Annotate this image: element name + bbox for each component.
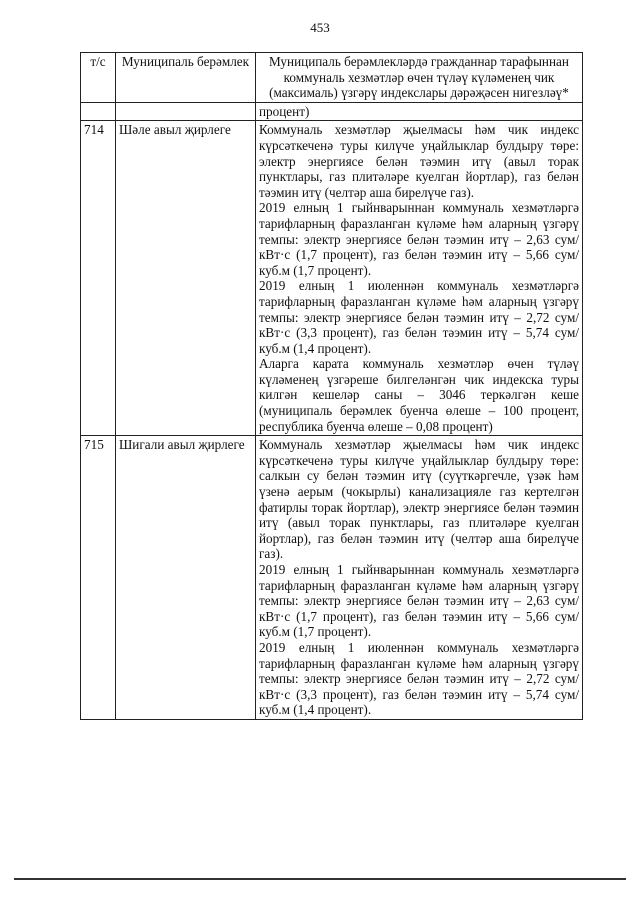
row-paragraph: 2019 елның 1 гыйнварыннан коммуналь хезмәтләргә тарифларның фаразланган күләме һәм аларның үзгәрү темпы: электр энергиясе белән тәэмин итү – 2,63 сум/кВт·с (1,7 процент), газ белән тәэмин итү – 5,66 сум/куб.м (1,7 процент). bbox=[259, 562, 579, 640]
row-paragraph: Коммуналь хезмәтләр җыелмасы һәм чик индекс күрсәткеченә туры килүче уңайлыклар булдыру төре: салкын су белән тәэмин итү (суүткәргечле, үзәк һәм үзенә аерым (чокырлы) канализацияле газ кертелгән фатирлы торак йортлар), электр энергиясе белән тәэмин итү (авыл торак пунктлары, газ плитәләре куелган йортлар), газ белән тәэмин итү (челтәр аша бирелүче газ). bbox=[259, 437, 579, 562]
row-paragraph: 2019 елның 1 гыйнварыннан коммуналь хезмәтләргә тарифларның фаразланган күләме һәм аларның үзгәрү темпы: электр энергиясе белән тәэмин итү – 2,63 сум/кВт·с (1,7 процент), газ белән тәэмин итү – 5,66 сум/куб.м (1,7 процент). bbox=[259, 200, 579, 278]
continuation-num bbox=[81, 102, 116, 121]
scan-bottom-edge-line bbox=[14, 878, 626, 880]
row-description bbox=[256, 436, 583, 720]
table-row bbox=[81, 121, 583, 436]
table-header-row bbox=[81, 53, 583, 103]
header-municipality: Муниципаль берәмлек bbox=[116, 53, 256, 103]
continuation-municipality bbox=[116, 102, 256, 121]
page-number: 453 bbox=[310, 20, 330, 35]
row-paragraph: 2019 елның 1 июленнән коммуналь хезмәтләргә тарифларның фаразланган күләме һәм аларның үзгәрү темпы: электр энергиясе белән тәэмин итү – 2,72 сум/кВт·с (3,3 процент), газ белән тәэмин итү – 5,74 сум/куб.м (1,4 процент). bbox=[259, 278, 579, 356]
row-description bbox=[256, 121, 583, 436]
row-num: 714 bbox=[81, 121, 116, 436]
row-paragraph: Аларга карата коммуналь хезмәтләр өчен түләү күләменең үзгәреше билгеләнгән чик индекска туры килгән кешеләр саны – 3046 теркәлгән кеше (муниципаль берәмлек буенча өлеше – 100 процент, республика буенча өлеше – 0,08 процент) bbox=[259, 356, 579, 434]
row-paragraph: Коммуналь хезмәтләр җыелмасы һәм чик индекс күрсәткеченә туры килүче уңайлыклар булдыру төре: электр энергиясе белән тәэмин итү (авыл торак пунктлары, газ плитәләре куелган йортлар), газ белән тәэмин итү (челтәр аша бирелүче газ). bbox=[259, 122, 579, 200]
row-paragraph: 2019 елның 1 июленнән коммуналь хезмәтләргә тарифларның фаразланган күләме һәм аларның үзгәрү темпы: электр энергиясе белән тәэмин итү – 2,72 сум/кВт·с (3,3 процент), газ белән тәэмин итү – 5,74 сум/куб.м (1,4 процент). bbox=[259, 639, 579, 718]
table-row bbox=[81, 436, 583, 720]
row-num: 715 bbox=[81, 436, 116, 720]
header-num: т/с bbox=[81, 53, 116, 103]
municipal-index-table bbox=[80, 52, 583, 720]
continuation-text: процент) bbox=[256, 102, 583, 121]
row-municipality: Шәле авыл җирлеге bbox=[116, 121, 256, 436]
header-description: Муниципаль берәмлекләрдә гражданнар тарафыннан коммуналь хезмәтләр өчен түләү күләменең чик (максималь) үзгәрү индекслары дәрәҗәсен нигезләү* bbox=[256, 53, 583, 103]
continuation-row bbox=[81, 102, 583, 121]
row-municipality: Шигали авыл җирлеге bbox=[116, 436, 256, 720]
